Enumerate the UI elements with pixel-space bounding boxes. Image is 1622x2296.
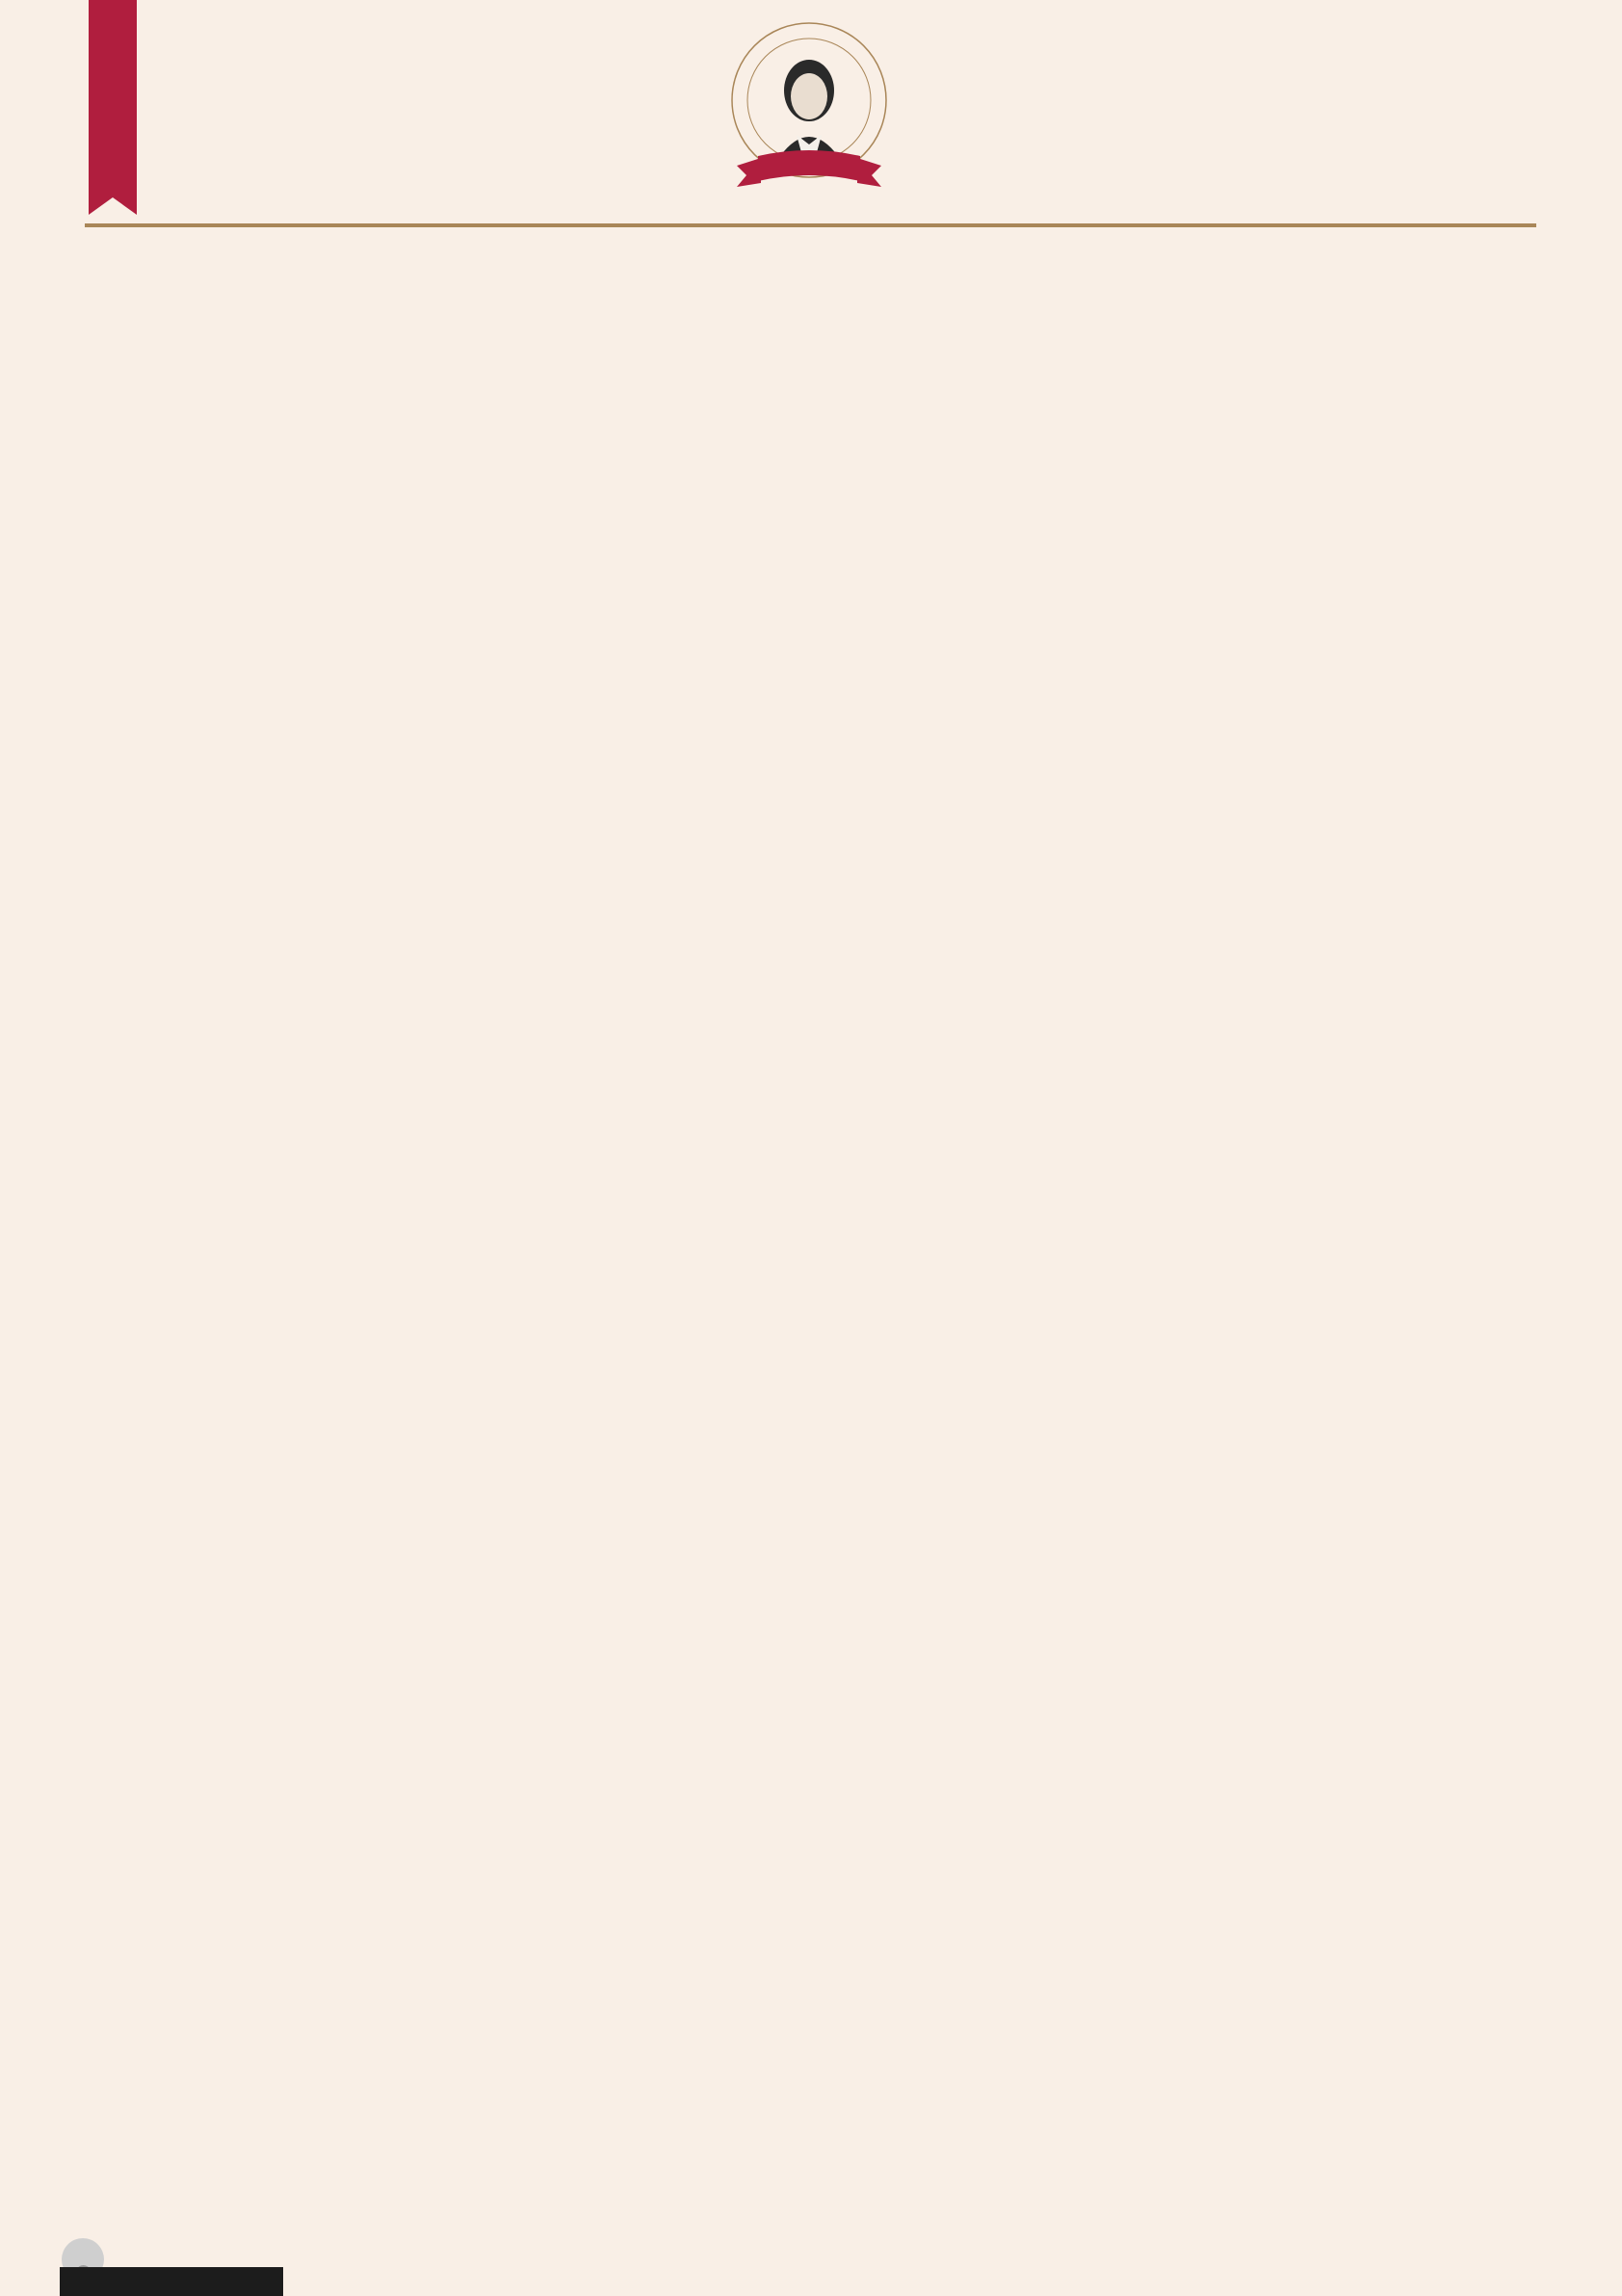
- month-tab-label: [89, 17, 137, 176]
- theatre-logo: [727, 21, 891, 206]
- site-url[interactable]: [29, 56, 58, 181]
- pushkin-card-logo: [56, 2231, 287, 2296]
- month-tab: [89, 0, 137, 197]
- header-divider: [85, 223, 1536, 227]
